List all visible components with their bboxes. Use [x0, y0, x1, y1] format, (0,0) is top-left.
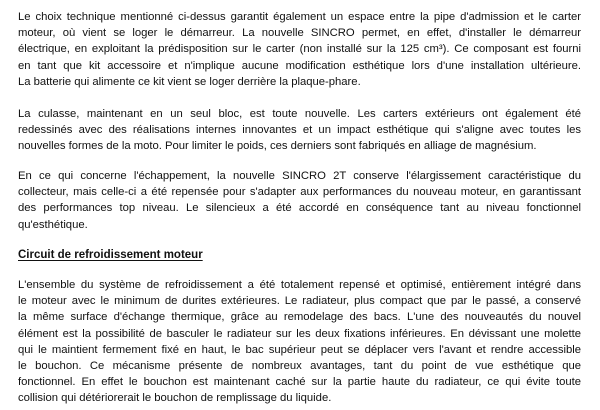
- text-line: qu'esthétique.: [18, 218, 88, 231]
- text-line: La batterie qui alimente ce kit vient se loger derrière la plaque-phare.: [18, 75, 361, 88]
- text-line: la même surface d'échange thermique, grâce au remodelage des bacs. L'une des nouveautés du nouvel: [18, 311, 581, 324]
- text-line: élément est la possibilité de basculer le radiateur sur les deux fixations inférieures. En dévissant une molette: [18, 327, 581, 340]
- text-line: En ce qui concerne l'échappement, la nouvelle SINCRO 2T conserve l'élargissement caractéristique du: [18, 170, 581, 182]
- text-line: La culasse, maintenant en un seul bloc, est toute nouvelle. Les carters extérieurs ont également été: [18, 108, 581, 120]
- text-line: nouvelles formes de la moto. Pour limiter le poids, ces derniers sont fabriqués en alliage de magnésium.: [18, 140, 537, 153]
- paragraph-cooling-system: [18, 277, 581, 407]
- text-line: moteur, où vient se loger le démarreur. La nouvelle SINCRO permet, en effet, d'installer le démarreur: [18, 27, 581, 40]
- text-line: le bouchon. Ce mécanisme présente de nombreux avantages, tant du point de vue esthétique que: [18, 359, 581, 372]
- text-line: le moteur avec le minimum de durites extérieures. Le radiateur, plus compact que par le passé, a conservé: [18, 295, 581, 308]
- text-line: fonctionnel. En effet le bouchon est maintenant caché sur la partie haute du radiateur, ce qui évite toute: [18, 376, 581, 389]
- text-line: collision qui détériorerait le bouchon de remplissage du liquide.: [18, 392, 332, 405]
- text-line: L'ensemble du système de refroidissement a été totalement repensé et optimisé, entièrement intégré dans: [18, 279, 581, 291]
- paragraph-exhaust: [18, 168, 581, 233]
- text-line: qui le maintient fermement fixé en haut, le bac supérieur peut se déplacer vers l'avant et rendre accessible: [18, 343, 581, 356]
- section-heading: Circuit de refroidissement moteur: [18, 249, 203, 261]
- text-line: des performances top niveau. Le silencieux a été accordé en conséquence tant au niveau fonctionnel: [18, 202, 581, 215]
- text-line: électrique, en exploitant la prédisposition sur le carter (non installé sur la 125 cm³). Ce composant est fourni: [18, 43, 581, 56]
- paragraph-intake-starter: [18, 9, 581, 90]
- text-line: collecteur, mais celle-ci a été repensée pour s'adapter aux performances du nouveau moteur, en garantissant: [18, 186, 581, 199]
- text-line: en tant que kit accessoire et n'implique aucune modification esthétique lors d'une installation ultérieure.: [18, 59, 581, 72]
- text-line: Le choix technique mentionné ci-dessus garantit également un espace entre la pipe d'admission et le carter: [18, 11, 581, 23]
- paragraph-cylinder-head: [18, 106, 581, 155]
- text-line: redessinés avec des réalisations internes innovantes et un impact esthétique qui s'aligne avec toutes les: [18, 124, 581, 137]
